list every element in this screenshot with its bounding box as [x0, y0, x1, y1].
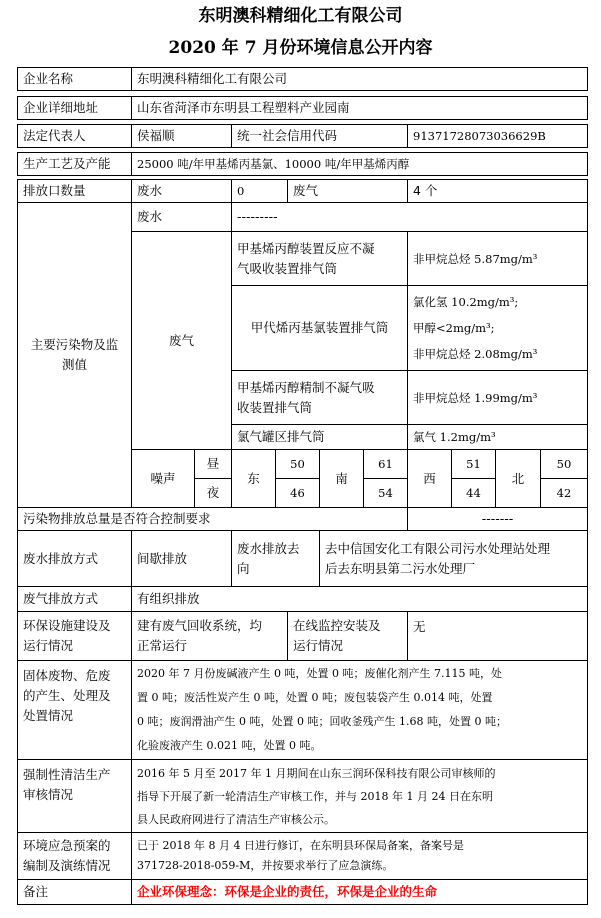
- facilities-value: [131, 611, 288, 661]
- pollutants-label-line1: 主要污染物及监: [30, 337, 119, 352]
- clean-production-value-line3: 县人民政府网进行了清洁生产审核公示。: [137, 812, 335, 826]
- process-label: 生产工艺及产能: [17, 152, 132, 176]
- facilities-label-line1: 环保设施建设及: [23, 618, 111, 633]
- solid-waste-value: [131, 660, 588, 760]
- gas-value-2-line1: 氯化氢 10.2mg/m³;: [413, 295, 519, 309]
- remarks-value: 企业环保理念：环保是企业的责任，环保是企业的生命: [131, 879, 588, 905]
- wastewater-dest-label-line1: 废水排放去: [237, 540, 300, 556]
- emergency-value-line1: 已于 2018 年 8 月 4 日进行修订，在东明县环保局备案，备案号是: [137, 839, 464, 852]
- noise-label: 噪声: [131, 449, 195, 508]
- wastewater-mode-value: 间歇排放: [131, 530, 232, 587]
- clean-production-label: [17, 759, 132, 833]
- noise-day-label: 昼: [194, 449, 232, 479]
- gas-value-3: 非甲烷总烃 1.99mg/m³: [407, 370, 588, 425]
- outlets-gas-value: 4 个: [407, 179, 588, 203]
- online-monitor-label-line1: 在线监控安装及: [293, 618, 381, 633]
- pollutants-label-line2: 测值: [61, 357, 87, 372]
- solid-waste-label: [17, 660, 132, 760]
- gas-value-1-line1: 非甲烷总烃 5.87mg/m³: [413, 251, 538, 266]
- gas-value-2-line2: 甲醇<2mg/m³;: [413, 321, 495, 335]
- wastewater-dest-label: [231, 530, 320, 587]
- exhaust-mode-label: 废气排放方式: [17, 586, 132, 612]
- clean-production-value-line2: 指导下开展了新一轮清洁生产审核工作，并与 2018 年 1 月 24 日在东明: [137, 789, 493, 803]
- credit-code-value: 91371728073036629B: [407, 124, 588, 148]
- address-value: 山东省菏泽市东明县工程塑料产业园南: [131, 96, 588, 120]
- noise-west-day: 51: [451, 449, 496, 479]
- facilities-value-line2: 正常运行: [137, 638, 188, 653]
- wastewater-dest-value: [319, 530, 588, 587]
- outlets-water-value: 0: [231, 179, 288, 203]
- noise-south-label: 南: [319, 449, 364, 508]
- solid-waste-label-line3: 处置情况: [23, 708, 74, 723]
- noise-north-day: 50: [540, 449, 588, 479]
- noise-south-night: 54: [363, 478, 408, 508]
- solid-waste-label-line2: 的产生、处理及: [23, 688, 111, 703]
- gas-value-2: [407, 285, 588, 371]
- outlets-water-label: 废水: [131, 179, 232, 203]
- document-title: 东明澳科精细化工有限公司: [198, 6, 403, 26]
- noise-north-label: 北: [495, 449, 541, 508]
- emergency-value-line2: 371728-2018-059-M，并按要求举行了应急演练。: [137, 859, 394, 872]
- clean-production-value-line1: 2016 年 5 月至 2017 年 1 月期间在山东三润环保科技有限公司审核师的: [137, 766, 496, 780]
- noise-east-label: 东: [231, 449, 276, 508]
- pollutants-label: [17, 202, 132, 508]
- gas-value-4: 氯气 1.2mg/m³: [407, 424, 588, 450]
- solid-waste-value-line1: 2020 年 7 月份废碱液产生 0 吨，处置 0 吨；废催化剂产生 7.115 吨，处: [137, 667, 502, 680]
- gas-source-3-line2: 收装置排气筒: [237, 399, 313, 415]
- noise-west-night: 44: [451, 478, 496, 508]
- clean-production-label-line1: 强制性清洁生产: [23, 767, 111, 782]
- outlets-gas-label: 废气: [287, 179, 408, 203]
- gas-source-2: 甲代烯丙基氯装置排气筒: [231, 285, 408, 371]
- facilities-label-line2: 运行情况: [23, 638, 74, 653]
- address-label: 企业详细地址: [17, 96, 132, 120]
- noise-south-day: 61: [363, 449, 408, 479]
- online-monitor-label: [287, 611, 408, 661]
- pollutants-water-value: ---------: [231, 202, 588, 232]
- noise-east-day: 50: [275, 449, 320, 479]
- pollutants-gas-label: 废气: [131, 231, 232, 450]
- wastewater-dest-value-line1: 去中信国安化工有限公司污水处理站处理: [325, 540, 551, 556]
- wastewater-dest-value-line2: 后去东明县第二污水处理厂: [325, 560, 476, 576]
- solid-waste-value-line2: 置 0 吨；废活性炭产生 0 吨，处置 0 吨；废包装袋产生 0.014 吨，处置: [137, 691, 493, 704]
- emergency-label: [17, 832, 132, 880]
- emergency-label-line2: 编制及演练情况: [23, 858, 111, 873]
- facilities-value-line1: 建有废气回收系统，均: [137, 618, 263, 633]
- noise-north-night: 42: [540, 478, 588, 508]
- solid-waste-value-line3: 0 吨；废润滑油产生 0 吨，处置 0 吨；回收釜残产生 1.68 吨，处置 0 吨；: [137, 715, 507, 728]
- gas-value-2-line3: 非甲烷总烃 2.08mg/m³: [413, 347, 538, 361]
- emergency-label-line1: 环境应急预案的: [23, 838, 111, 853]
- emergency-value: [131, 832, 588, 880]
- gas-source-3: [231, 370, 408, 425]
- pollutants-water-label: 废水: [131, 202, 232, 232]
- enterprise-name-label: 企业名称: [17, 67, 132, 91]
- clean-production-label-line2: 审核情况: [23, 787, 74, 802]
- gas-source-1-line2: 气吸收装置排气筒: [237, 260, 338, 276]
- clean-production-value: [131, 759, 588, 833]
- gas-value-1: [407, 231, 588, 286]
- gas-source-1-line1: 甲基烯丙醇装置反应不凝: [237, 240, 375, 256]
- total-control-value: -------: [407, 507, 588, 531]
- total-control-label: 污染物排放总量是否符合控制要求: [17, 507, 408, 531]
- noise-west-label: 西: [407, 449, 452, 508]
- credit-code-label: 统一社会信用代码: [231, 124, 408, 148]
- facilities-label: [17, 611, 132, 661]
- online-monitor-label-line2: 运行情况: [293, 638, 344, 653]
- gas-source-1: [231, 231, 408, 286]
- wastewater-mode-label: 废水排放方式: [17, 530, 132, 587]
- enterprise-name-value: 东明澳科精细化工有限公司: [131, 67, 588, 91]
- noise-east-night: 46: [275, 478, 320, 508]
- wastewater-dest-label-line2: 向: [237, 560, 250, 576]
- exhaust-mode-value: 有组织排放: [131, 586, 588, 612]
- document-subtitle: 2020 年 7 月份环境信息公开内容: [168, 38, 433, 58]
- legal-rep-value: 侯福顺: [131, 124, 232, 148]
- solid-waste-value-line4: 化验废液产生 0.021 吨，处置 0 吨。: [137, 739, 322, 752]
- online-monitor-value: 无: [407, 611, 588, 661]
- noise-night-label: 夜: [194, 478, 232, 508]
- outlets-label: 排放口数量: [17, 179, 132, 203]
- process-value: 25000 吨/年甲基烯丙基氯、10000 吨/年甲基烯丙醇: [131, 152, 588, 176]
- solid-waste-label-line1: 固体废物、危废: [23, 668, 111, 683]
- gas-source-4: 氯气罐区排气筒: [231, 424, 408, 450]
- legal-rep-label: 法定代表人: [17, 124, 132, 148]
- remarks-label: 备注: [17, 879, 132, 905]
- gas-source-3-line1: 甲基烯丙醇精制不凝气吸: [237, 379, 375, 395]
